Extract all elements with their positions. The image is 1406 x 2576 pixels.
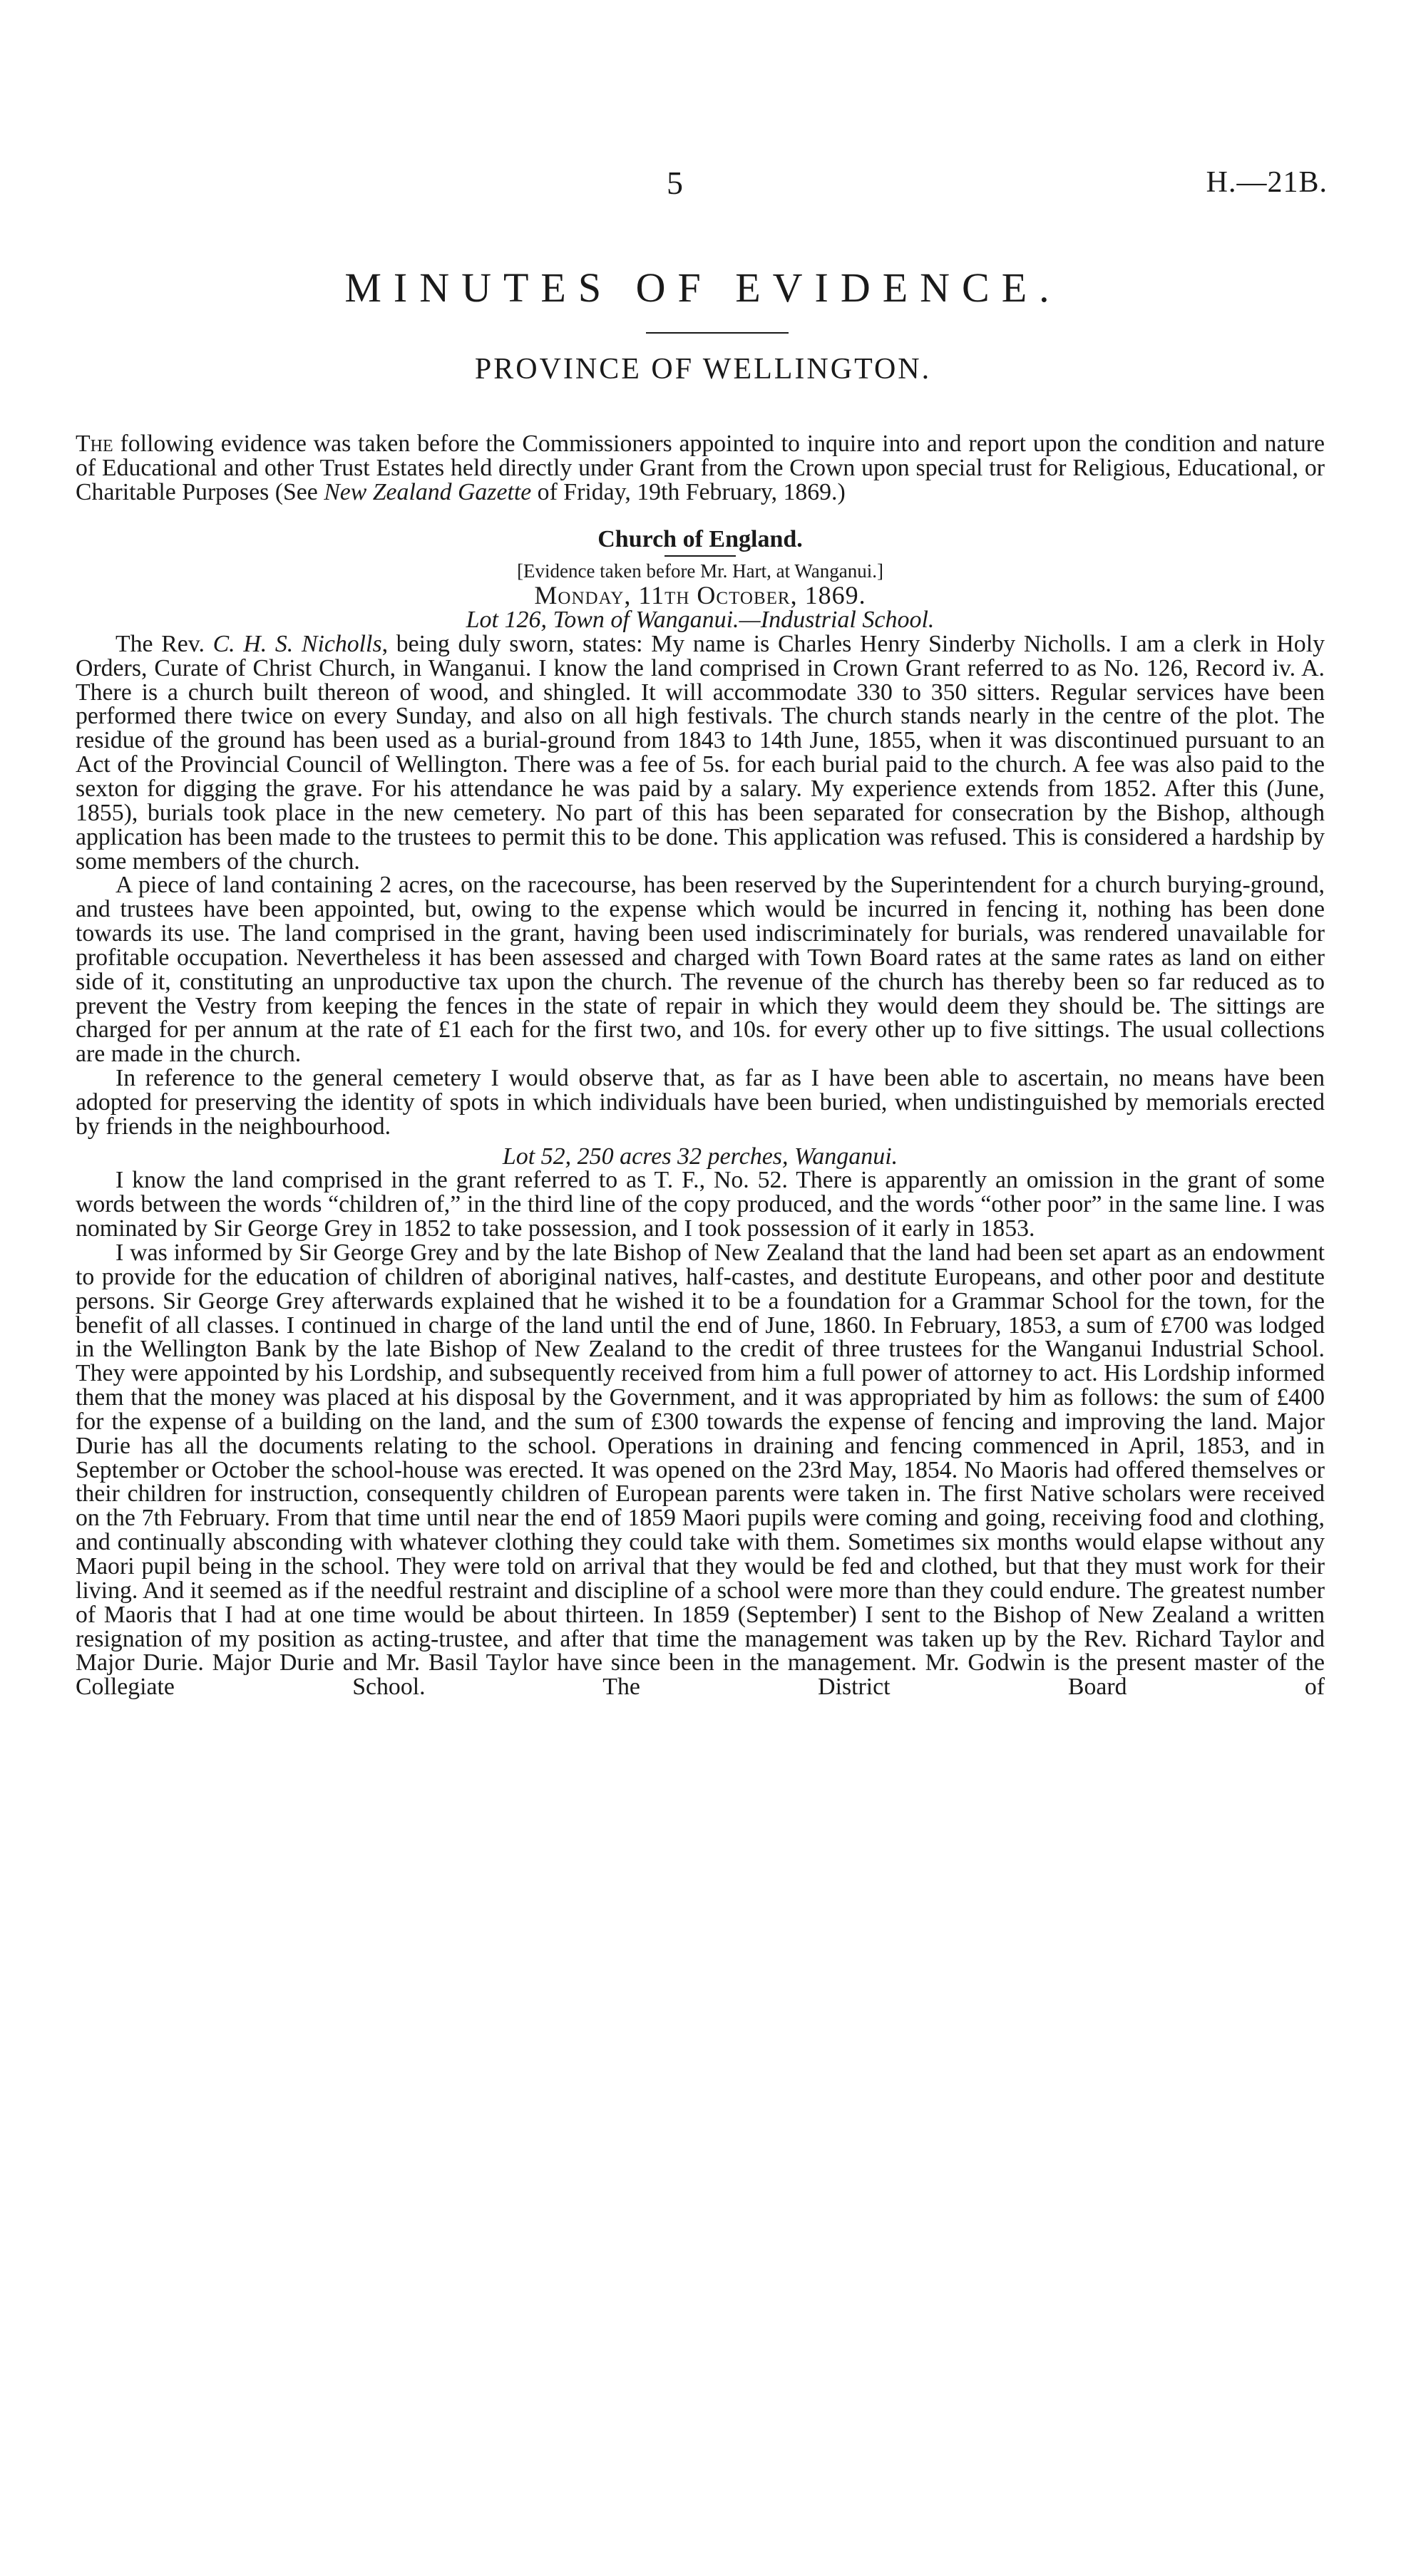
lot-52-heading: Lot 52, 250 acres 32 perches, Wanganui.: [502, 1143, 898, 1170]
witness-lead: The Rev.: [116, 630, 213, 657]
document-reference: H.—21B.: [1206, 166, 1328, 199]
hearing-date: Monday, 11th October, 1869.: [534, 581, 866, 610]
body-text: [76, 432, 1325, 1699]
intro-lead-word: The: [76, 431, 113, 457]
province-heading: PROVINCE OF WELLINGTON.: [474, 353, 932, 386]
intro-paragraph: [76, 432, 1325, 505]
lot-52-paragraph-2: I was informed by Sir George Grey and by the late Bishop of New Zealand that the land had been set apart as an endowment to provide for the education of children of aboriginal natives, half-castes, and destitute Europeans, and other poor and destitute persons. Sir George Grey afterwards explained that he wished it to be a foundation for a Grammar School for the town, for the benefit of all classes. I continued in charge of the land until the end of June, 1860. In February, 1853, a sum of £700 was lodged in the Wellington Bank by the late Bishop of New Zealand to the credit of three trustees for the Wanganui Industrial School. They were appointed by his Lordship, and subsequently received from him a full power of attorney to act. His Lordship informed them that the money was placed at his disposal by the Government, and it was appropriated by him as follows: the sum of £400 for the expense of a building on the land, and the sum of £300 towards the expense of fencing and improving the land. Major Durie has all the documents relating to the school. Operations in draining and fencing commenced in April, 1853, and in September or October the school-house was erected. It was opened on the 23rd May, 1854. No Maoris had offered themselves or their children for instruction, consequently children of European parents were taken in. The first Native scholars were received on the 7th February. From that time until near the end of 1859 Maori pupils were coming and going, receiving food and clothing, and continually absconding with whatever clothing they could take with them. Sometimes six months would elapse without any Maori pupil being in the school. They were told on arrival that they would be fed and clothed, but that they must work for their living. And it seemed as if the needful restraint and discipline of a school were more than they could endure. The greatest number of Maoris that I had at one time would be about thirteen. In 1859 (September) I sent to the Bishop of New Zealand a written resignation of my position as acting-trustee, and after that time the management was taken up by the Rev. Richard Taylor and Major Durie. Major Durie and Mr. Basil Taylor have since been in the management. Mr. Godwin is the present master of the Collegiate School. The District Board of: [76, 1240, 1325, 1701]
section-divider: [664, 555, 736, 557]
lot-126-heading: Lot 126, Town of Wanganui.—Industrial School.: [466, 607, 935, 634]
witness-testimony: , being duly sworn, states: My name is Charles Henry Sinderby Nicholls. I am a clerk in Holy Orders, Curate of Christ Church, in Wanganui. I know the land comprised in Crown Grant referred to as No. 126, Record iv. A. There is a church built thereon of wood, and shingled. It will accommodate 330 to 350 sitters. Regular services have been performed there twice on every Sunday, and also on all high festivals. The church stands nearly in the centre of the plot. The residue of the ground has been used as a burial-ground from 1843 to 14th June, 1855, when it was discontinued pursuant to an Act of the Provincial Council of Wellington. There was a fee of 5s. for each burial paid to the church. A fee was also paid to the sexton for digging the grave. For his attendance he was paid by a salary. My experience extends from 1852. After this (June, 1855), burials took place in the new cemetery. No part of this has been separated for consecration by the Bishop, although application has been made to the trustees to permit this to be done. This application was refused. This is considered a hardship by some members of the church.: [76, 630, 1325, 875]
lot-126-paragraph-2: A piece of land containing 2 acres, on the racecourse, has been reserved by the Superintendent for a church burying-ground, and trustees have been appointed, but, owing to the expense which would be incurred in fencing it, nothing has been done towards its use. The land comprised in the grant, having been used indiscriminately for burials, was rendered unavailable for profitable occupation. Nevertheless it has been assessed and charged with Town Board rates at the same rates as land on either side of it, constituting an unproductive tax upon the church. The revenue of the church has thereby been so far reduced as to prevent the Vestry from keeping the fences in the state of repair in which they would deem they should be. The sittings are charged for per annum at the rate of £1 each for the first two, and 10s. for every other up to five sittings. The usual collections are made in the church.: [76, 872, 1325, 1068]
page-number: 5: [667, 165, 683, 201]
witness-name: C. H. S. Nicholls: [212, 630, 382, 657]
intro-text-b: of Friday, 19th February, 1869.): [531, 478, 846, 505]
evidence-note: [Evidence taken before Mr. Hart, at Wanganui.]: [517, 560, 883, 582]
section-heading: Church of England.: [597, 525, 803, 552]
page-title: MINUTES OF EVIDENCE.: [344, 264, 1062, 311]
intro-text-a: following evidence was taken before the Commissioners appointed to inquire into and report upon the condition and nature of Educational and other Trust Estates held directly under Grant from the Crown upon special trust for Religious, Educational, or Charitable Purposes (See: [76, 431, 1325, 505]
lot-52-paragraph-1: I know the land comprised in the grant referred to as T. F., No. 52. There is apparently an omission in the grant of some words between the words “children of,” in the third line of the copy produced, and the words “other poor” in the same line. I was nominated by Sir George Grey in 1852 to take possession, and I took possession of it early in 1853.: [76, 1167, 1325, 1242]
lot-126-paragraph-1: [76, 632, 1325, 873]
lot-126-paragraph-3: In reference to the general cemetery I would observe that, as far as I have been able to ascertain, no means have been adopted for preserving the identity of spots in which individuals have been buried, when undistinguished by memorials erected by friends in the neighbourhood.: [76, 1065, 1325, 1140]
title-divider: [646, 332, 789, 334]
intro-gazette-title: New Zealand Gazette: [324, 478, 532, 505]
